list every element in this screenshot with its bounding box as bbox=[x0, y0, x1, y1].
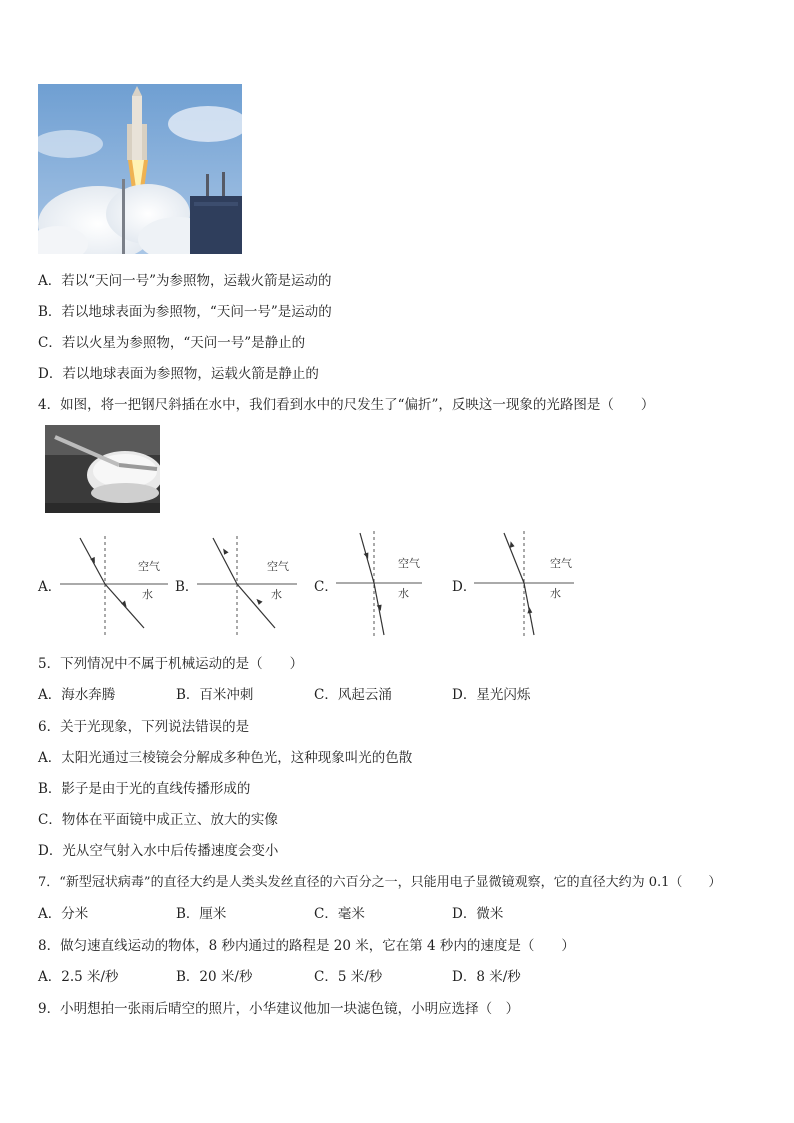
q6-option-a: A．太阳光通过三棱镜会分解成多种色光，这种现象叫光的色散 bbox=[38, 750, 413, 766]
q6-stem: 6．关于光现象，下列说法错误的是 bbox=[38, 719, 250, 735]
diagram-a bbox=[60, 536, 170, 636]
water-label-b: 水 bbox=[271, 588, 282, 601]
q6-option-b: B．影子是由于光的直线传播形成的 bbox=[38, 781, 251, 797]
rocket-launch-photo bbox=[38, 84, 242, 254]
q8-option-b: B．20 米/秒 bbox=[176, 969, 253, 985]
q4-option-a-label: A． bbox=[38, 579, 62, 595]
air-label-a: 空气 bbox=[138, 560, 160, 573]
q7-option-b: B．厘米 bbox=[176, 906, 227, 922]
q3-option-d: D．若以地球表面为参照物，运载火箭是静止的 bbox=[38, 366, 319, 382]
q3-option-c: C．若以火星为参照物，“天问一号”是静止的 bbox=[38, 335, 306, 351]
q4-option-d-label: D． bbox=[452, 579, 477, 595]
diagram-d bbox=[474, 531, 580, 637]
water-label-c: 水 bbox=[398, 587, 409, 600]
q5-option-d: D．星光闪烁 bbox=[452, 687, 531, 703]
q4-option-b-label: B． bbox=[175, 579, 199, 595]
diagram-b bbox=[197, 536, 307, 636]
q6-option-c: C．物体在平面镜中成正立、放大的实像 bbox=[38, 812, 278, 828]
q5-option-a: A．海水奔腾 bbox=[38, 687, 116, 703]
q5-option-b: B．百米冲刺 bbox=[176, 687, 254, 703]
water-label-d: 水 bbox=[550, 587, 561, 600]
rocket-photo-art bbox=[38, 84, 242, 254]
q5-option-c: C．风起云涌 bbox=[314, 687, 392, 703]
air-label-b: 空气 bbox=[267, 560, 289, 573]
q4-option-c-label: C． bbox=[314, 579, 338, 595]
q3-option-b: B．若以地球表面为参照物，“天问一号”是运动的 bbox=[38, 304, 332, 320]
q4-stem: 4．如图，将一把钢尺斜插在水中，我们看到水中的尺发生了“偏折”，反映这一现象的光路图是（ ） bbox=[38, 397, 655, 413]
q3-option-a: A．若以“天问一号”为参照物，运载火箭是运动的 bbox=[38, 273, 332, 289]
q9-stem: 9．小明想拍一张雨后晴空的照片，小华建议他加一块滤色镜，小明应选择（ ） bbox=[38, 1001, 520, 1017]
q7-stem: 7．“新型冠状病毒”的直径大约是人类头发丝直径的六百分之一，只能用电子显微镜观察，它的直径大约为 0.1（ ） bbox=[38, 875, 722, 890]
q8-option-c: C．5 米/秒 bbox=[314, 969, 383, 985]
q7-option-a: A．分米 bbox=[38, 906, 89, 922]
q7-option-c: C．毫米 bbox=[314, 906, 365, 922]
air-label-d: 空气 bbox=[550, 557, 572, 570]
diagram-c bbox=[336, 531, 436, 637]
q6-option-d: D．光从空气射入水中后传播速度会变小 bbox=[38, 843, 279, 859]
water-label-a: 水 bbox=[142, 588, 153, 601]
q5-stem: 5．下列情况中不属于机械运动的是（ ） bbox=[38, 656, 304, 672]
q7-option-d: D．微米 bbox=[452, 906, 504, 922]
q8-stem: 8．做匀速直线运动的物体，8 秒内通过的路程是 20 米，它在第 4 秒内的速度是（ ） bbox=[38, 938, 575, 954]
q8-option-a: A．2.5 米/秒 bbox=[38, 969, 119, 985]
q8-option-d: D．8 米/秒 bbox=[452, 969, 521, 985]
ruler-photo-art bbox=[45, 425, 160, 513]
air-label-c: 空气 bbox=[398, 557, 420, 570]
ruler-in-water-photo bbox=[45, 425, 160, 513]
